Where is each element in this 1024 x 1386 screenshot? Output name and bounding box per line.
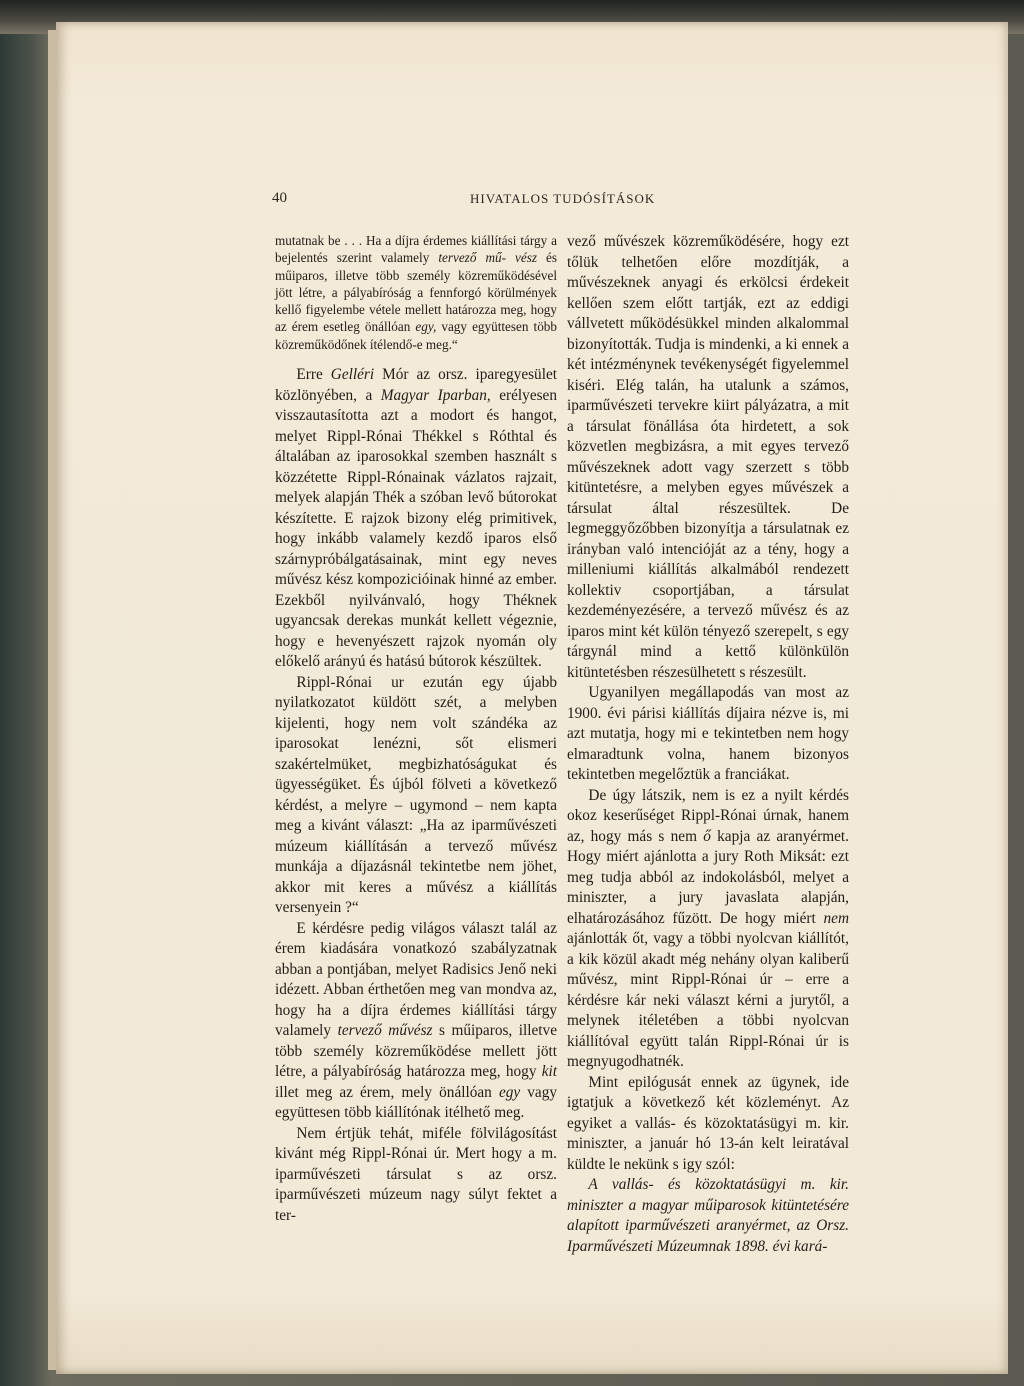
paragraph: Rippl-Rónai ur ezután egy újabb nyilatkozatot küldött szét, a melyben kijelenti, hogy nem volt szándéka az iparosokat lenézni, sőt elismeri szakértelmüket, megbizhatóságukat és ügyességüket. És újból fölveti a következő kérdést, a melyre – ugymond – nem kapta meg a kivánt választ: „Ha az iparművészeti múzeum kiállításán a tervező művész munkája a díjazásnál tekintetbe nem jöhet, akkor mit keres a művész a kiállítás versenyein ?“ <box>275 673 557 917</box>
text-run: ajánlották őt, vagy a többi nyolcvan kiállítót, a kik közül akadt még nehány olyan kaliberű művész, mint Rippl-Rónai úr – erre a kérdésre kár neki választ kérni a jurytől, a melynek itéletében a többi nyolcvan kiállítóval együtt talán Rippl-Rónai úr is megnyugodhatnék. <box>567 930 849 1070</box>
left-column <box>275 232 557 1226</box>
paragraph <box>275 365 557 673</box>
emphasis: egy, <box>415 319 437 335</box>
paragraph <box>275 919 557 1124</box>
text-run: vagy együttesen több közreműködőnek ítélendő-e meg.“ <box>275 319 557 352</box>
emphasis: Gelléri <box>330 366 375 384</box>
text-run: illet meg az érem, mely önállóan <box>275 1083 499 1101</box>
emphasis: tervező művész <box>337 1022 433 1040</box>
text-run: De úgy látszik, nem is ez a nyilt kérdés okoz keserűséget Rippl-Rónai úrnak, hanem az, hogy más s nem <box>567 786 849 845</box>
right-column <box>567 232 849 1257</box>
emphasis: kit <box>541 1063 557 1081</box>
text-run: mutatnak be . . . Ha a díjra érdemes kiállítási tárgy a bejelentés szerint valamely <box>275 233 557 266</box>
quote-block <box>275 232 557 353</box>
emphasis: egy <box>498 1083 521 1101</box>
paragraph: Ugyanilyen megállapodás van most az 1900. évi párisi kiállítás díjaira nézve is, mi azt mutatja, hogy mi e tekintetben nem hogy elmaradtunk volna, hanem bizonyos tekintetben megelőztük a franciákat. <box>567 684 849 783</box>
paragraph: Nem értjük tehát, miféle fölvilágosítást kivánt még Rippl-Rónai úr. Mert hogy a m. iparművészeti társulat s az orsz. iparművészeti múzeum nagy súlyt fektet a ter- <box>275 1124 557 1224</box>
paragraph <box>567 786 849 1073</box>
text-run: vagy együttesen több kiállítónak itélhető meg. <box>275 1083 558 1122</box>
quote-paragraph <box>275 232 557 353</box>
right-body <box>567 232 849 1257</box>
emphasis: A vallás- és közoktatásügyi m. kir. miniszter a magyar műiparosok kitüntetésére alapított iparművészeti aranyérmet, az Orsz. Iparművészeti Múzeumnak 1898. évi kará- <box>567 1176 849 1255</box>
emphasis: Magyar Iparban, <box>380 386 491 404</box>
paragraph: vező művészek közreműködésére, hogy ezt tőlük telhetően előre mozdítják, a művészeknek anyagi és erkölcsi érdekeit kellően szem előtt tartják, ezt az eddigi vállvetett működésükkel minden alkalommal bizonyították. Tudja is mindenki, a ki ennek a két intézménynek tevékenységét figyelemmel kiséri. Elég talán, ha utalunk a számos, iparművészeti tervekre kiirt pályázatra, a mit a társulat fönállása óta hirdetett, a sok közvetlen megbizásra, a mit egyes tervező művészeknek adott vagy szerzett s több kitüntetésre, a melyben egyes művészek a társulat által részesültek. De legmeggyőzőbben bizonyítja a társulatnak ez irányban való intencióját az a tény, hogy a milleniumi kiállítás alkalmából rendezett kollektiv csoportjában, a társulat kezdeményezésére, a tervező művész és az iparos mint két külön tényező szerepelt, s egy tárgynál mind a kettő különkülön kitüntetésben részesülhetett s részesült. <box>567 233 849 681</box>
emphasis: tervező mű- vész <box>438 250 537 266</box>
emphasis: nem <box>823 909 849 927</box>
paragraph: Mint epilógusát ennek az ügynek, ide igtatjuk a következő két közleményt. Az egyiket a vallás- és közoktatásügyi m. kir. miniszter, a január hó 13-án kelt leiratával küldte le nekünk s igy szól: <box>567 1073 849 1173</box>
text-run: kapja az aranyérmet. Hogy miért ajánlotta a jury Roth Miksát: ezt meg tudja abból az indokolásból, melyet a miniszter, a jury javaslata alapján, elhatározásához fűzött. De hogy miért <box>567 827 849 927</box>
text-run: s műiparos, illetve több személy közreműködése mellett jött létre, a pályabíróság határozza meg, hogy <box>275 1022 557 1081</box>
text-run: erélyesen visszautasította azt a modort és hangot, melyet Rippl-Rónai Thékkel s Róthtal és általában az iparosokkal szemben használt s közzétette Rippl-Rónainak vázlatos rajzait, melyek alapján Thék a szóban levő bútorokat készítette. E rajzok bizony elég primitivek, hogy inkább valamely kezdő iparos első szárnypróbálgatásainak, mint egy neves művész kész kompozicióinak hinné az ember. Ezekből nyilvánvaló, hogy Théknek ugyancsak derekas munkát kellett végeznie, hogy e hevenyészett rajzok nyomán oly előkelő arányú és hatású bútorok készültek. <box>275 386 557 671</box>
running-title: HIVATALOS TUDÓSÍTÁSOK <box>470 191 656 206</box>
italic-paragraph <box>567 1175 849 1257</box>
page-number: 40 <box>272 190 287 206</box>
page-header <box>270 190 860 214</box>
emphasis: ő <box>703 827 711 845</box>
text-run: Mór az orsz. iparegyesület közlönyében, a <box>275 366 557 404</box>
text-run: Erre <box>296 366 331 384</box>
text-run: és műiparos, illetve több személy közreműködésével jött létre, a pályabíróság a fennforgó körülmények kellő figyelembe vétele mellett határozza meg, hogy az érem esetleg önállóan <box>275 250 557 335</box>
left-body <box>275 365 557 1226</box>
text-run: E kérdésre pedig világos választ talál az érem kiadására vonatkozó szabályzatnak abban a pontjában, melyet Radisics Jenő neki idézett. Abban érthetően meg van mondva az, hogy ha a díjra érdemes kiállítási tárgy valamely <box>275 919 557 1040</box>
